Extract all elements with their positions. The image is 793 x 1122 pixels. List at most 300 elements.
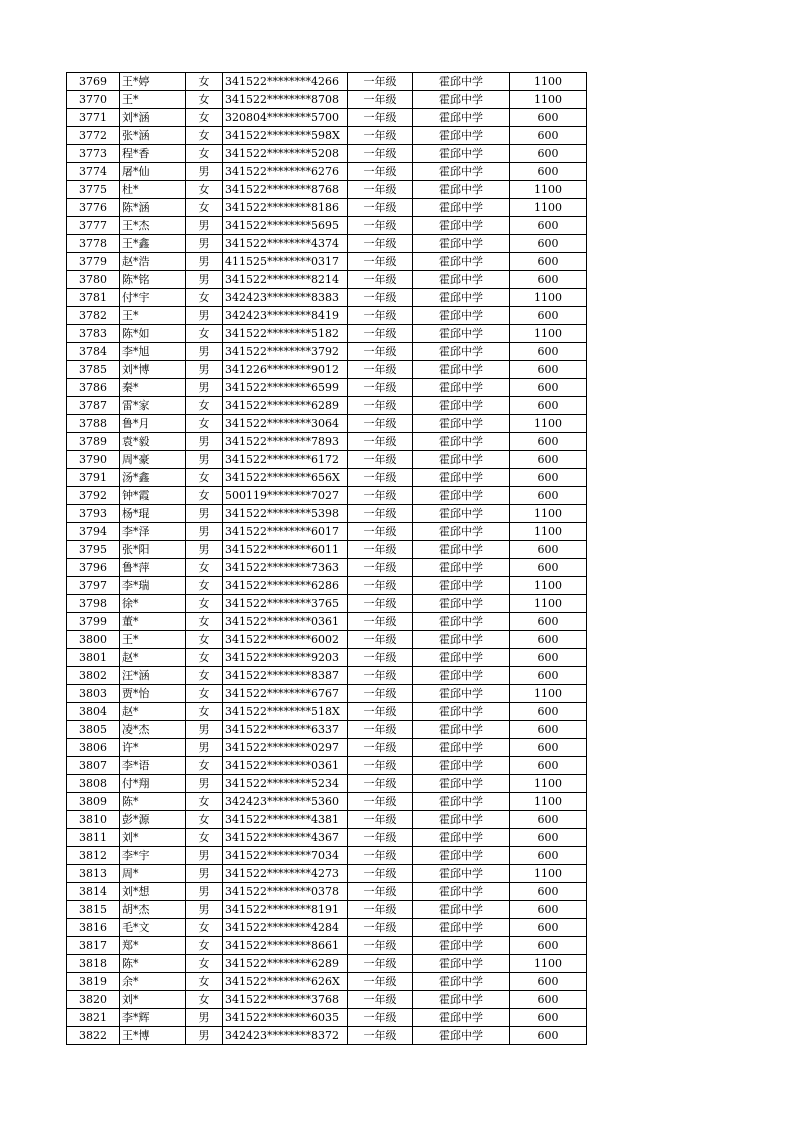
cell-id-number: 341522********5182 [223,325,348,343]
cell-id: 3770 [67,91,120,109]
cell-amount: 1100 [510,199,587,217]
cell-id-number: 341522********5695 [223,217,348,235]
cell-id-number: 341522********3765 [223,595,348,613]
cell-id-number: 341522********8191 [223,901,348,919]
cell-id: 3772 [67,127,120,145]
cell-id: 3816 [67,919,120,937]
cell-school: 霍邱中学 [413,145,510,163]
table-row [67,325,587,343]
cell-amount: 1100 [510,73,587,91]
cell-id-number: 341522********626X [223,973,348,991]
cell-grade: 一年级 [348,865,413,883]
cell-school: 霍邱中学 [413,235,510,253]
cell-id-number: 341522********6276 [223,163,348,181]
cell-amount: 600 [510,559,587,577]
cell-amount: 600 [510,1027,587,1045]
cell-id-number: 341522********7893 [223,433,348,451]
cell-id-number: 341522********3768 [223,991,348,1009]
cell-amount: 600 [510,541,587,559]
cell-school: 霍邱中学 [413,163,510,181]
cell-name: 屠*仙 [120,163,186,181]
cell-name: 刘*想 [120,883,186,901]
cell-name: 李*泽 [120,523,186,541]
cell-id: 3780 [67,271,120,289]
cell-id: 3786 [67,379,120,397]
cell-grade: 一年级 [348,991,413,1009]
cell-id: 3777 [67,217,120,235]
cell-amount: 1100 [510,523,587,541]
cell-school: 霍邱中学 [413,721,510,739]
table-row [67,487,587,505]
cell-id-number: 341522********598X [223,127,348,145]
cell-gender: 女 [186,613,223,631]
cell-name: 汤*鑫 [120,469,186,487]
cell-amount: 600 [510,919,587,937]
cell-grade: 一年级 [348,667,413,685]
cell-name: 刘*博 [120,361,186,379]
cell-name: 陈*铭 [120,271,186,289]
cell-grade: 一年级 [348,163,413,181]
cell-name: 周*豪 [120,451,186,469]
cell-id: 3795 [67,541,120,559]
cell-amount: 600 [510,631,587,649]
cell-id: 3804 [67,703,120,721]
table-row [67,397,587,415]
cell-grade: 一年级 [348,937,413,955]
cell-id: 3790 [67,451,120,469]
cell-id: 3783 [67,325,120,343]
cell-grade: 一年级 [348,595,413,613]
cell-id-number: 341522********8186 [223,199,348,217]
cell-name: 王* [120,631,186,649]
cell-id: 3779 [67,253,120,271]
cell-amount: 600 [510,379,587,397]
cell-name: 赵* [120,649,186,667]
table-row [67,1009,587,1027]
cell-grade: 一年级 [348,829,413,847]
cell-id: 3807 [67,757,120,775]
cell-grade: 一年级 [348,523,413,541]
cell-id: 3793 [67,505,120,523]
cell-gender: 男 [186,523,223,541]
cell-name: 余* [120,973,186,991]
cell-name: 张*阳 [120,541,186,559]
cell-school: 霍邱中学 [413,379,510,397]
cell-id: 3774 [67,163,120,181]
cell-id-number: 341522********6017 [223,523,348,541]
cell-id-number: 341522********6289 [223,397,348,415]
cell-amount: 600 [510,163,587,181]
cell-amount: 600 [510,1009,587,1027]
cell-gender: 男 [186,235,223,253]
cell-id-number: 341522********6011 [223,541,348,559]
cell-amount: 600 [510,343,587,361]
cell-grade: 一年级 [348,253,413,271]
cell-gender: 男 [186,361,223,379]
cell-amount: 600 [510,829,587,847]
cell-school: 霍邱中学 [413,325,510,343]
cell-school: 霍邱中学 [413,901,510,919]
table-row [67,595,587,613]
cell-gender: 女 [186,991,223,1009]
cell-amount: 600 [510,307,587,325]
cell-school: 霍邱中学 [413,919,510,937]
cell-grade: 一年级 [348,919,413,937]
cell-gender: 女 [186,919,223,937]
cell-id: 3813 [67,865,120,883]
cell-id: 3821 [67,1009,120,1027]
cell-id-number: 341522********3064 [223,415,348,433]
cell-gender: 男 [186,1009,223,1027]
cell-grade: 一年级 [348,217,413,235]
cell-gender: 男 [186,505,223,523]
cell-amount: 1100 [510,415,587,433]
cell-amount: 1100 [510,775,587,793]
cell-grade: 一年级 [348,649,413,667]
table-row [67,739,587,757]
table-row [67,631,587,649]
cell-amount: 600 [510,973,587,991]
cell-name: 李*语 [120,757,186,775]
cell-name: 王*杰 [120,217,186,235]
cell-grade: 一年级 [348,181,413,199]
cell-id-number: 341522********4381 [223,811,348,829]
cell-grade: 一年级 [348,379,413,397]
table-row [67,379,587,397]
table-row [67,235,587,253]
cell-school: 霍邱中学 [413,757,510,775]
cell-name: 赵*浩 [120,253,186,271]
cell-amount: 1100 [510,577,587,595]
table-body [67,73,587,1045]
cell-grade: 一年级 [348,397,413,415]
cell-id-number: 341522********4273 [223,865,348,883]
cell-name: 徐* [120,595,186,613]
cell-school: 霍邱中学 [413,865,510,883]
cell-school: 霍邱中学 [413,523,510,541]
table-row [67,847,587,865]
cell-grade: 一年级 [348,559,413,577]
cell-id-number: 341522********0361 [223,613,348,631]
cell-school: 霍邱中学 [413,253,510,271]
cell-id-number: 341522********8214 [223,271,348,289]
cell-gender: 女 [186,955,223,973]
cell-school: 霍邱中学 [413,811,510,829]
cell-gender: 女 [186,937,223,955]
cell-name: 刘* [120,991,186,1009]
table-row [67,523,587,541]
cell-id-number: 341522********8708 [223,91,348,109]
cell-name: 李*辉 [120,1009,186,1027]
cell-id-number: 341522********4374 [223,235,348,253]
cell-gender: 女 [186,397,223,415]
cell-gender: 男 [186,721,223,739]
cell-school: 霍邱中学 [413,613,510,631]
cell-name: 郑* [120,937,186,955]
table-row [67,973,587,991]
table-row [67,91,587,109]
cell-name: 陈*如 [120,325,186,343]
cell-id-number: 341522********6035 [223,1009,348,1027]
table-row [67,271,587,289]
cell-gender: 男 [186,541,223,559]
table-row [67,127,587,145]
cell-gender: 女 [186,181,223,199]
cell-id-number: 341522********5208 [223,145,348,163]
cell-id: 3822 [67,1027,120,1045]
cell-id-number: 341522********4266 [223,73,348,91]
cell-id: 3794 [67,523,120,541]
cell-id-number: 341522********5398 [223,505,348,523]
cell-grade: 一年级 [348,235,413,253]
table-row [67,937,587,955]
cell-amount: 600 [510,235,587,253]
cell-gender: 男 [186,775,223,793]
cell-amount: 600 [510,721,587,739]
cell-school: 霍邱中学 [413,487,510,505]
table-row [67,991,587,1009]
cell-amount: 600 [510,469,587,487]
cell-grade: 一年级 [348,505,413,523]
cell-id: 3789 [67,433,120,451]
cell-amount: 600 [510,649,587,667]
cell-id: 3819 [67,973,120,991]
cell-school: 霍邱中学 [413,973,510,991]
cell-grade: 一年级 [348,109,413,127]
cell-name: 鲁*月 [120,415,186,433]
cell-name: 杨*琨 [120,505,186,523]
cell-school: 霍邱中学 [413,73,510,91]
cell-id-number: 341522********6286 [223,577,348,595]
cell-school: 霍邱中学 [413,469,510,487]
cell-id: 3799 [67,613,120,631]
cell-id-number: 341522********6289 [223,955,348,973]
cell-id-number: 341226********9012 [223,361,348,379]
table-row [67,361,587,379]
cell-id: 3809 [67,793,120,811]
cell-grade: 一年级 [348,487,413,505]
cell-id-number: 341522********6337 [223,721,348,739]
cell-gender: 男 [186,739,223,757]
table-row [67,109,587,127]
cell-id: 3805 [67,721,120,739]
cell-id-number: 341522********9203 [223,649,348,667]
cell-amount: 600 [510,433,587,451]
cell-school: 霍邱中学 [413,595,510,613]
cell-gender: 女 [186,73,223,91]
cell-name: 王*婷 [120,73,186,91]
cell-name: 李*瑞 [120,577,186,595]
cell-gender: 女 [186,829,223,847]
cell-id-number: 341522********7363 [223,559,348,577]
cell-name: 彭*源 [120,811,186,829]
cell-gender: 男 [186,847,223,865]
cell-grade: 一年级 [348,1009,413,1027]
cell-school: 霍邱中学 [413,631,510,649]
cell-grade: 一年级 [348,541,413,559]
cell-gender: 女 [186,757,223,775]
cell-gender: 女 [186,811,223,829]
cell-name: 毛*文 [120,919,186,937]
cell-school: 霍邱中学 [413,829,510,847]
cell-school: 霍邱中学 [413,361,510,379]
cell-name: 程*香 [120,145,186,163]
cell-gender: 女 [186,631,223,649]
cell-school: 霍邱中学 [413,847,510,865]
cell-school: 霍邱中学 [413,271,510,289]
cell-id-number: 341522********8768 [223,181,348,199]
cell-school: 霍邱中学 [413,739,510,757]
cell-name: 张*涵 [120,127,186,145]
cell-gender: 女 [186,577,223,595]
cell-gender: 男 [186,1027,223,1045]
cell-amount: 600 [510,253,587,271]
table-row [67,901,587,919]
table-row [67,613,587,631]
cell-school: 霍邱中学 [413,649,510,667]
cell-amount: 1100 [510,865,587,883]
cell-grade: 一年级 [348,685,413,703]
cell-id: 3778 [67,235,120,253]
cell-gender: 男 [186,253,223,271]
cell-school: 霍邱中学 [413,991,510,1009]
cell-gender: 女 [186,127,223,145]
cell-school: 霍邱中学 [413,577,510,595]
cell-grade: 一年级 [348,847,413,865]
cell-name: 陈*涵 [120,199,186,217]
cell-school: 霍邱中学 [413,397,510,415]
cell-school: 霍邱中学 [413,1027,510,1045]
cell-gender: 女 [186,145,223,163]
cell-amount: 600 [510,145,587,163]
cell-gender: 女 [186,667,223,685]
table-row [67,883,587,901]
cell-id: 3811 [67,829,120,847]
cell-school: 霍邱中学 [413,199,510,217]
cell-id: 3769 [67,73,120,91]
table-row [67,451,587,469]
cell-school: 霍邱中学 [413,883,510,901]
cell-id: 3796 [67,559,120,577]
table-row [67,721,587,739]
cell-grade: 一年级 [348,451,413,469]
cell-school: 霍邱中学 [413,217,510,235]
cell-id: 3817 [67,937,120,955]
cell-gender: 女 [186,469,223,487]
cell-grade: 一年级 [348,811,413,829]
cell-gender: 男 [186,271,223,289]
cell-school: 霍邱中学 [413,91,510,109]
cell-grade: 一年级 [348,721,413,739]
cell-gender: 男 [186,307,223,325]
cell-grade: 一年级 [348,415,413,433]
table-row [67,955,587,973]
cell-amount: 600 [510,937,587,955]
cell-school: 霍邱中学 [413,955,510,973]
cell-grade: 一年级 [348,793,413,811]
table-row [67,217,587,235]
cell-gender: 女 [186,487,223,505]
cell-id: 3787 [67,397,120,415]
table-row [67,577,587,595]
student-subsidy-table [66,72,587,1045]
cell-grade: 一年级 [348,775,413,793]
cell-name: 袁*毅 [120,433,186,451]
cell-id-number: 341522********0378 [223,883,348,901]
cell-grade: 一年级 [348,199,413,217]
table-row [67,1027,587,1045]
cell-school: 霍邱中学 [413,127,510,145]
cell-gender: 女 [186,109,223,127]
cell-amount: 600 [510,667,587,685]
cell-grade: 一年级 [348,901,413,919]
cell-name: 贾*怡 [120,685,186,703]
table-row [67,703,587,721]
cell-name: 凌*杰 [120,721,186,739]
cell-id-number: 341522********8661 [223,937,348,955]
cell-amount: 1100 [510,181,587,199]
cell-gender: 男 [186,343,223,361]
cell-grade: 一年级 [348,469,413,487]
cell-amount: 600 [510,451,587,469]
table-row [67,919,587,937]
cell-name: 秦* [120,379,186,397]
cell-name: 王*博 [120,1027,186,1045]
cell-id-number: 342423********8383 [223,289,348,307]
cell-id: 3797 [67,577,120,595]
table-row [67,289,587,307]
cell-grade: 一年级 [348,91,413,109]
cell-name: 雷*家 [120,397,186,415]
cell-id-number: 341522********4284 [223,919,348,937]
cell-id-number: 500119********7027 [223,487,348,505]
cell-id: 3781 [67,289,120,307]
cell-gender: 男 [186,883,223,901]
cell-school: 霍邱中学 [413,505,510,523]
cell-school: 霍邱中学 [413,433,510,451]
cell-school: 霍邱中学 [413,181,510,199]
cell-name: 王* [120,307,186,325]
cell-id: 3815 [67,901,120,919]
cell-grade: 一年级 [348,955,413,973]
table-row [67,199,587,217]
cell-id: 3788 [67,415,120,433]
cell-school: 霍邱中学 [413,343,510,361]
table-row [67,685,587,703]
table-row [67,829,587,847]
cell-grade: 一年级 [348,973,413,991]
cell-gender: 女 [186,91,223,109]
cell-grade: 一年级 [348,145,413,163]
table-row [67,757,587,775]
cell-gender: 男 [186,433,223,451]
cell-gender: 女 [186,595,223,613]
cell-name: 刘*涵 [120,109,186,127]
cell-name: 陈* [120,793,186,811]
cell-name: 李*宇 [120,847,186,865]
cell-school: 霍邱中学 [413,667,510,685]
cell-grade: 一年级 [348,127,413,145]
table-row [67,811,587,829]
cell-id: 3808 [67,775,120,793]
table-row [67,307,587,325]
cell-grade: 一年级 [348,307,413,325]
cell-gender: 男 [186,865,223,883]
cell-id-number: 341522********6767 [223,685,348,703]
table-row [67,793,587,811]
table-row [67,505,587,523]
table-row [67,865,587,883]
